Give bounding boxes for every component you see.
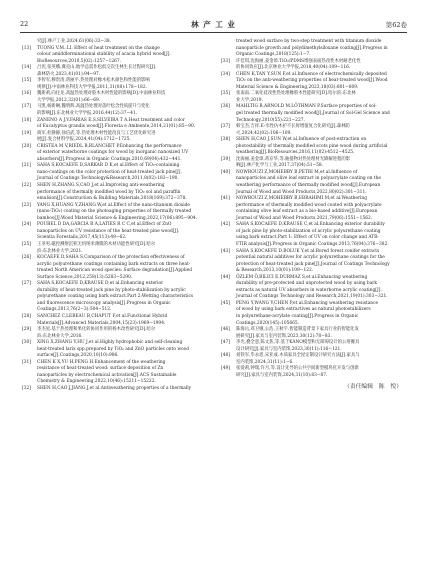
reference-text: 吕宪,张英娥,冀克山.地学总需作松低交次生林生长过程研究[J]. — [37, 65, 157, 71]
reference-text: 的协同效应[J].北京林业大学学报,2018,40(04):109−116. — [236, 65, 351, 71]
reference-text: emulsion[J].Construction & Building Materials,2018(169):372−378. — [37, 196, 187, 202]
reference-line — [22, 386, 207, 393]
reference-text: KOCAEFE D,SAHA S,Comparison of the protection effectiveness of — [37, 255, 185, 261]
reference-text: Material Science & Engineering,2023,18(03):801−809. — [236, 84, 359, 90]
reference-text: Surface Science,2012,258(13):5283−5290. — [37, 274, 133, 280]
reference-text: nanoparticles and olive leaf extract in polyacrylate coating on the — [236, 176, 381, 182]
reference-text: POUBEL D DA,GARCIA R A,LATIES R C C,et al.Effect of ZnO — [37, 222, 172, 228]
reference-text: Technology,2010(55):221−227. — [236, 117, 305, 123]
reference-number: [44] — [221, 274, 230, 280]
reference-text: NOWROUZI Z,MOHEBBY B,EBRAHIMI M,et al.Weathering — [236, 196, 367, 202]
reference-text: heat-treated larix spp.prepared by TiO₂ and ZnO particles onto wood — [37, 346, 190, 352]
reference-text: 展[J].复合材料学报,2024,41(04):1712−1725. — [37, 137, 131, 143]
reference-text: performance of thermally modified wood by TiO₂ sol and paraffin — [37, 189, 181, 195]
reference-number: [47] — [221, 340, 230, 346]
reference-text: NOWROUZI Z,MOHEBBY B,PETRI M,et al.Influence of — [236, 169, 358, 175]
reference-number: [33] — [221, 58, 230, 64]
reference-text: BioResources,2010,5(02):1257−1267. — [37, 58, 122, 64]
reference-text: MAHLTIG B,ARNOLD M,LÖTHMAN P.Surface properties of sol- — [236, 104, 377, 110]
reference-text: SHEN H,CAO J,JIANG J,et al.Antiweathering properties of a thermally — [37, 385, 192, 391]
reference-text: 李光,叠全意,陈文焦,等.基于KANO模型和无障碍设计的公用餐具 — [236, 340, 360, 346]
reference-number: [39] — [221, 156, 230, 162]
reference-text: weathering[J].BioResources,2016,11(02):4512−4525. — [236, 150, 355, 156]
reference-text: Journal of Wood and Wood Products,2021,79(06):1551−1562. — [236, 215, 373, 221]
journal-title: 林 产 工 业 — [191, 20, 236, 29]
reference-text: absorbers[J].Progress in Organic Coatings,2010,69(04):432−441. — [37, 156, 182, 162]
editor-note: （责任编辑 陈 悦） — [344, 384, 402, 391]
reference-text: 刘铁军,毕永恩,宋亚成.木质家具全屋定制设计研究方法[J].家具与 — [236, 353, 360, 359]
reference-number: [18] — [22, 117, 31, 123]
reference-text: resistance of heat-treated wood: surface deposition of Zn — [37, 366, 164, 372]
reference-text: SAHA S,KOCAEFE D,SARKAR D K,et al.Effect of TiO₂-containing — [37, 163, 180, 169]
reference-text: gel treated thermally modified wood[J].Journal of Sol-Gel Science and — [236, 111, 390, 117]
reference-number: [30] — [22, 340, 31, 346]
reference-text: SHEN H,ZHANG S,CAO J,et al.Improving anti-weathering — [37, 183, 165, 189]
reference-number: [36] — [221, 104, 230, 110]
reference-number: [42] — [221, 222, 230, 228]
reference-line — [221, 373, 406, 380]
reference-text: 张南南.二氧化硅改性热处理橡胶木性能研究[D].哈尔滨:东北林 — [236, 91, 356, 97]
reference-number: [19] — [22, 130, 31, 136]
reference-text: (nano-TiO₂) coating on the photoaging properties of thermally treated — [37, 209, 192, 215]
reference-text: treated North American wood species: Surface degradation[J].Applied — [37, 268, 193, 274]
reference-text: of exterior waterborne coatings for wood by inorganic nanosized UV — [37, 150, 189, 156]
reference-text: treated wood surface by two-step treatment with titanium dioxide — [236, 39, 382, 44]
reference-text: SAHA S,KOCAEFE D,KRAUSE C,et al.Enhancing exterior durability — [236, 222, 385, 228]
reference-number: [41] — [221, 196, 230, 202]
reference-text: containing olive leaf extract as a bio-based additive[J].European — [236, 209, 378, 215]
reference-text: polyurethane coating using bark extract.Part 2:Wetting characteristics — [37, 294, 194, 300]
reference-number: [14] — [22, 65, 31, 71]
reference-text: XING X,ZHANG Y,HU J,et al.Highly hydrophobic and self-cleaning — [37, 340, 183, 346]
reference-text: TiO₂ on the anti-weathering properties of heat-treated wood[J].Wood — [236, 78, 388, 84]
reference-text: 商军,杜静静,徐信武,等.热处理木材性能改良与工艺优化研究进 — [37, 130, 156, 136]
reference-text: 李智军,穆贵清,蒋丽平.热处理对橡木松木颜色和性能的影响 — [37, 78, 150, 84]
reference-text: 火,2024,42(02):106−109. — [236, 130, 292, 136]
reference-text: & Research,2013,10(01):109−122. — [236, 268, 314, 274]
reference-number: [46] — [221, 327, 230, 333]
reference-text: 研究[J].家具与室内装饰,2024,31(10):83−87. — [236, 372, 328, 378]
reference-number: [13] — [22, 45, 31, 51]
reference-text: Journal of Coatings Technology and Research,2021,19(01):303−321. — [236, 294, 388, 300]
volume-label: 第62卷 — [385, 21, 407, 29]
reference-number: [20] — [22, 143, 31, 149]
reference-text: 业大学,2019. — [236, 97, 263, 103]
reference-text: Chemistry & Engineering,2022,10(46):15211−15222. — [37, 379, 156, 385]
reference-text: photostability of thermally modified scots pine wood during artificial — [236, 143, 388, 149]
reference-number: [16] — [22, 91, 31, 97]
reference-text: 的影响[J].东北林业大学学报,2016,44(12):37−41. — [37, 111, 138, 117]
reference-text: durability of pre-protected and unprotected wood by using bark — [236, 281, 377, 287]
reference-text: of jack pine by photo-stabilization of acrylic polyurethane coating — [236, 228, 381, 234]
reference-text: SAHA S,KOCAEFE D,BOLUK Y,et al.Bored forest conifer extracts — [236, 248, 380, 254]
reference-text: FTIR analysis[J].Progress in Organic Coatings,2013,76(04):376−382. — [236, 241, 389, 247]
reference-text: protection of heat-treated jack pine[J].Journal of Coatings Technology — [236, 261, 390, 267]
reference-number: [26] — [22, 255, 31, 261]
reference-number: [35] — [221, 91, 230, 97]
reference-number: [17] — [22, 104, 31, 110]
reference-text: ZANENO A J,V.FARIAS E.S,SILVEIRA T A.Heat treatment and color — [37, 117, 185, 123]
reference-text: bamboo[J].Wood Material Science & Engineering,2022,17(06):895−904. — [37, 215, 197, 221]
reference-text: 沈海丽,姜金璋,蒋京华,等.抽提物对热处理材光降解进程的影 — [236, 156, 351, 162]
reference-text: nano-coatings on the color protection of heat-treated jack pine[J]. — [37, 169, 182, 175]
reference-number: [49] — [221, 366, 230, 372]
reference-text: Coatings,2013,76(2−3):504−512. — [37, 307, 112, 313]
reference-text: YANG X,HUANG Y,ZHANG W,et al.Effect of the nano-titanium dioxide — [37, 202, 191, 208]
reference-text: potential natural additives for acrylic polyurethane coatings for the — [236, 255, 385, 261]
reference-text: 滨:东北林业大学,2016. — [37, 333, 83, 339]
reference-text: 响[J].林产化学与工业,2017,37(04):51−58. — [236, 163, 324, 169]
reference-text: CHEN K,TAN Y,SUN F,et al.Influence of electrochemically deposited — [236, 71, 387, 77]
reference-text: 张爱莉,钟瑞,许月,等.设计先导的公共空间新型模块化开发与创新 — [236, 366, 359, 372]
reference-text: 滨:东北林业大学,2021. — [37, 248, 83, 254]
reference-number: [38] — [221, 137, 230, 143]
reference-text: of Eucalyptus grandis wood[J].Floresta e Ambiente,2014,21(01):85−90. — [37, 124, 196, 130]
reference-text: SAHA S,KOCAEFE D,KRAUSE D,et al.Enhancing exterior — [37, 281, 164, 287]
reference-text: Scientia Forestalis,2017,45(113):49−62. — [37, 235, 127, 241]
reference-text: performance of thermally modified wood coated with polyacrylate — [236, 202, 382, 208]
reference-number: [40] — [221, 169, 230, 175]
reference-text: durability of heat-treated jack pine by photo-stabilization by acrylic — [37, 287, 186, 293]
reference-number: [15] — [22, 78, 31, 84]
reference-text: and fluorescence microscopy analysis[J].Progress in Organic — [37, 300, 171, 306]
reference-text: 大学学报,2012,32(01):66−69. — [37, 97, 101, 103]
reference-number: [22] — [22, 183, 31, 189]
reference-text: TUONG V.M.,LI. Effect of heat treatment on the change — [37, 45, 160, 51]
reference-number: [25] — [22, 241, 31, 247]
reference-text: using bark extract.Part 1: Effect of UV on color change and ATR- — [236, 235, 379, 241]
reference-text: 韩宝杰,吉祥.E-水性仿木护不长时增值复合化研究[J].森林防 — [236, 124, 350, 130]
reference-text: acrylic polyurethane coatings containing bark extracts on three heat- — [37, 261, 191, 267]
reference-number: [29] — [22, 327, 31, 333]
reference-text: 森林防火,2023,41(01):94−97. — [37, 71, 101, 77]
right-reference-list — [221, 39, 406, 379]
reference-text: of wood by using bark extractives as natural photostabilizers — [236, 307, 371, 313]
reference-text: Organic Coatings,2018(125):1−7. — [236, 52, 311, 58]
reference-number: [34] — [221, 71, 230, 77]
reference-text: 马凯,杨新娴,魏明辉.高温热处理对落叶松含性质提升与变化 — [37, 104, 150, 110]
reference-text: PENG Y,WANG Y,CHEN P,et al.Enhancing weathering resistance — [236, 300, 379, 306]
reference-text: CHEN K X,YU H,PENG H.Enhancement of the weathering — [37, 359, 166, 365]
reference-text: Journal of Wood and Wood Products,2022,80(02):301−311. — [236, 189, 367, 195]
reference-text: colour amiddlerminational stability of acacia hybrid wood[J]. — [37, 52, 171, 58]
reference-number: [32] — [22, 385, 31, 391]
reference-number: [23] — [22, 202, 31, 208]
reference-text: weathering performance of thermally modified wood[J].European — [236, 183, 381, 189]
page-header — [20, 18, 407, 33]
reference-number: [24] — [22, 222, 31, 228]
reference-text: nanoparticle growth and polydimethylsiloxane coating[J].Progress in — [236, 45, 388, 51]
reference-number: [48] — [221, 353, 230, 359]
reference-text: Materials[J].Advanced Materials,2004,15(23):1969−1994. — [37, 320, 166, 326]
reference-text: surface[J].Coatings,2020,10(10):986. — [37, 353, 119, 359]
reference-text: 规律[J].中南林业科技大学学报,2011,31(08):178−182. — [37, 84, 147, 90]
reference-text: 究[J].林产工业,2024,61(06):33−38. — [37, 39, 112, 44]
reference-number: [27] — [22, 281, 31, 287]
reference-text: Coatings,2020(145):105665. — [236, 320, 300, 326]
reference-number: [37] — [221, 124, 230, 130]
reference-number: [28] — [22, 313, 31, 319]
reference-text: 室内装饰,2024,31(11):1−6. — [236, 359, 294, 365]
reference-text: nanoparticles on UV resistance of the heat-treated pine wood[J]. — [37, 228, 180, 234]
reference-text: 王亚男.磁控溅射沉积无机纳米薄膜的木材功能性研究[D].哈尔 — [37, 241, 156, 247]
reference-text: 许佳琪,沈海丽,姜金璋.TiO₂/PDMS增强表面热改性木材耐老化性 — [236, 58, 361, 64]
reference-text: Journal of Coatings Technology&Research,2011,8(02):183−190. — [37, 176, 179, 182]
reference-text: 李杰星.基于热处理和果化转协同作用的杨木改性研究[D].哈尔 — [37, 327, 156, 333]
reference-text: in polyurethane-acrylate coating[J].Progress in Organic — [236, 313, 359, 319]
reference-text: ÖZLEM Ö,BILICI E,DURMAZ S,et al.Enhancing weathering — [236, 274, 368, 280]
reference-text: 魏新莉,向往龙.高温热处理对胶木木材性能的影响[D].中南林业科技 — [37, 91, 166, 97]
reference-number: [31] — [22, 359, 31, 365]
reference-text: 展研究[J].家具与室内装饰,2023,30(12):78−83. — [236, 333, 332, 339]
reference-text: extracts as natural UV absorbers in waterborne acrylic coating[J]. — [236, 287, 382, 293]
reference-text: SHEN H,CAO J,SUN W,et al.Influence of post-extraction on — [236, 137, 367, 143]
references-right-column — [221, 39, 406, 390]
reference-number: [43] — [221, 248, 230, 254]
reference-text: CRISTEA M V,RIEDL B,BLANCHET P.Enhancing the performance — [37, 143, 182, 149]
page-number: 22 — [20, 20, 29, 28]
reference-number: [21] — [22, 163, 31, 169]
reference-text: 陈海岳,邓卫娥,公浩,王秋宇.智能制造背景下家具行业的智能化发 — [236, 327, 359, 333]
reference-number: [45] — [221, 300, 230, 306]
reference-text: 设计研究[J].家具与室内装饰,2023,30(11):116−121. — [236, 346, 342, 352]
reference-text: SANCHEZ C,LEBEAU B,CHAPUT F,et al.Functional Hybrid — [37, 313, 168, 319]
references-left-column — [22, 39, 207, 393]
reference-text: nanoparticles by electrochemical activation[J].ACS Sustainable — [37, 372, 177, 378]
